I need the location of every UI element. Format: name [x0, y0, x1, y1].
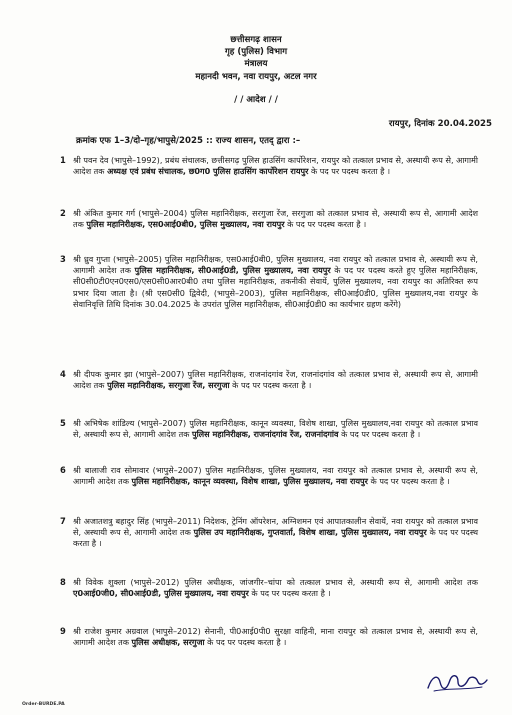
- item-text: श्री पवन देव (भापुसे–1992), प्रबंध संचालक, छत्तीसगढ़ पुलिस हाउसिंग कार्पोरेशन, रायपुर को तत्काल प्रभाव से, अस्थायी रूप से, आगामी आदेश तक: [73, 155, 478, 177]
- item-number: 2: [60, 208, 66, 218]
- item-posting: पुलिस महानिरीक्षक, सी0आई0डी, पुलिस मुख्यालय, नवा रायपुर: [134, 265, 331, 276]
- item-number: 7: [60, 516, 66, 526]
- item-text: श्री अभिषेक शांडिल्य (भापुसे–2007) पुलिस महानिरीक्षक, कानून व्यवस्था, विशेष शाखा, पुलिस मुख्यालय,नवा रायपुर को तत्काल प्रभाव से, अस्थायी रूप से, आगामी आदेश तक: [73, 418, 478, 440]
- order-item-9: [60, 626, 478, 648]
- order-item-4: [60, 369, 478, 391]
- item-text: श्री ध्रुव गुप्ता (भापुसे–2005) पुलिस महानिरीक्षक, एस0आई0बी0, पुलिस मुख्यालय, नवा रायपुर को तत्काल प्रभाव से, अस्थायी रूप से, आगामी आदेश तक: [73, 254, 478, 276]
- item-number: 3: [60, 254, 66, 264]
- item-number: 8: [60, 577, 66, 587]
- item-text-end: के पद पर पदस्थ करता है ।: [308, 166, 391, 177]
- item-text-end: के पद पर पदस्थ करता है ।: [204, 637, 287, 648]
- item-number: 9: [60, 626, 66, 636]
- item-number: 6: [60, 465, 66, 475]
- header-ministry: मंत्रालय: [244, 59, 268, 69]
- item-text: श्री अजातशत्रु बहादुर सिंह (भापुसे–2011) निदेशक, ट्रेनिंग ऑपरेशन, अग्निशमन एवं आपातकालीन सेवायें, नवा रायपुर को तत्काल प्रभाव से, अस्थायी रूप से, आगामी आदेश तक: [73, 516, 478, 538]
- item-text-end: के पद पर पदस्थ करता है ।: [229, 380, 312, 391]
- order-item-3: [60, 254, 478, 310]
- order-reference: क्रमांक एफ 1–3/दो–गृह/भापुसे/2025 :: राज्य शासन, एतद् द्वारा :–: [76, 136, 301, 146]
- item-text-end: के पद पर पदस्थ करता है ।: [338, 429, 421, 440]
- item-text: श्री राजेश कुमार अग्रवाल (भापुसे–2012) सेनानी, पी0आई0पी0 सुरक्षा वाहिनी, माना रायपुर को तत्काल प्रभाव से, अस्थायी रूप से, आगामी आदेश तक: [73, 626, 478, 648]
- order-item-5: [60, 418, 478, 440]
- handwritten-signature: [424, 668, 490, 696]
- order-title: / / आदेश / /: [234, 95, 278, 105]
- item-number: 1: [60, 155, 66, 165]
- header-department: गृह (पुलिस) विभाग: [224, 47, 288, 57]
- order-item-1: [60, 155, 478, 177]
- item-posting: पुलिस महानिरीक्षक, कानून व्यवस्था, विशेष शाखा, पुलिस मुख्यालय, नवा रायपुर: [131, 476, 368, 487]
- header-address: महानदी भवन, नवा रायपुर, अटल नगर: [195, 72, 317, 82]
- item-posting: पुलिस महानिरीक्षक, राजनांदगांव रेंज, राजनांदगांव: [191, 429, 339, 440]
- item-text-end: के पद पर पदस्थ करता है ।: [248, 588, 331, 599]
- header-state: छत्तीसगढ़ शासन: [230, 35, 282, 45]
- item-number: 4: [60, 369, 66, 379]
- item-text: श्री दीपक कुमार झा (भापुसे–2007) पुलिस महानिरीक्षक, राजनांदगांव रेंज, राजनांदगांव को तत्काल प्रभाव से, अस्थायी रूप से, आगामी आदेश तक: [73, 369, 478, 391]
- item-posting: पुलिस महानिरीक्षक, एस0आई0बी0, पुलिस मुख्यालय, नवा रायपुर: [86, 219, 285, 230]
- order-date: रायपुर, दिनांक 20.04.2025: [388, 119, 492, 129]
- item-text-end: के पद पर पदस्थ करता है ।: [284, 219, 367, 230]
- footer-note: Order-BURDE.PA: [22, 702, 65, 707]
- item-number: 5: [60, 418, 66, 428]
- order-item-8: [60, 577, 478, 599]
- item-text-end: के पद पर पदस्थ करते हुए पुलिस महानिरीक्षक, सी0सी0टी0एन0एस0/एस0सी0आर0बी0 तथा पुलिस महानिरीक्षक, तकनीकी सेवायें, पुलिस मुख्यालय, नवा रायपुर का अतिरिक्त रूप प्रभार दिया जाता है। (श्री एस0सी0 द्विवेदी, (भापुसे–2003), पुलिस महानिरीक्षक, सी0आई0डी0, पुलिस मुख्यालय,नवा रायपुर के सेवानिवृत्ति तिथि दिनांक 30.04.2025 के उपरांत पुलिस महानिरीक्षक, सी0आई0डी0 का कार्यभार ग्रहण करेंगे): [73, 265, 478, 309]
- item-text-end: के पद पर पदस्थ करता है ।: [367, 476, 450, 487]
- item-posting: ए0आई0जी0, सी0आई0डी, पुलिस मुख्यालय, नवा रायपुर: [73, 588, 249, 599]
- item-text: श्री विवेक शुक्ला (भापुसे–2012) पुलिस अधीक्षक, जांजगीर–चांपा को तत्काल प्रभाव से, अस्थायी रूप से, आगामी आदेश तक: [73, 577, 478, 587]
- item-text-end: के पद पर पदस्थ करता है ।: [73, 527, 478, 549]
- item-text: श्री अंकित कुमार गर्ग (भापुसे–2004) पुलिस महानिरीक्षक, सरगुजा रेंज, सरगुजा को तत्काल प्रभाव से, अस्थायी रूप से, आगामी आदेश तक: [73, 208, 478, 230]
- item-posting: अध्यक्ष एवं प्रबंध संचालक, छ0ग0 पुलिस हाउसिंग कार्पोरेशन रायपुर: [107, 166, 309, 177]
- order-item-7: [60, 516, 478, 550]
- item-posting: पुलिस उप महानिरीक्षक, गुप्तवार्ता, विशेष शाखा, पुलिस मुख्यालय, नवा रायपुर: [193, 527, 427, 538]
- item-posting: पुलिस अधीक्षक, सरगुजा: [131, 637, 205, 648]
- order-item-2: [60, 208, 478, 230]
- order-item-6: [60, 465, 478, 487]
- item-posting: पुलिस महानिरीक्षक, सरगुजा रेंज, सरगुजा: [107, 380, 230, 391]
- item-text: श्री बालाजी राव सोमावार (भापुसे–2007) पुलिस महानिरीक्षक, पुलिस मुख्यालय, नवा रायपुर को तत्काल प्रभाव से, अस्थायी रूप से, आगामी आदेश तक: [73, 465, 478, 487]
